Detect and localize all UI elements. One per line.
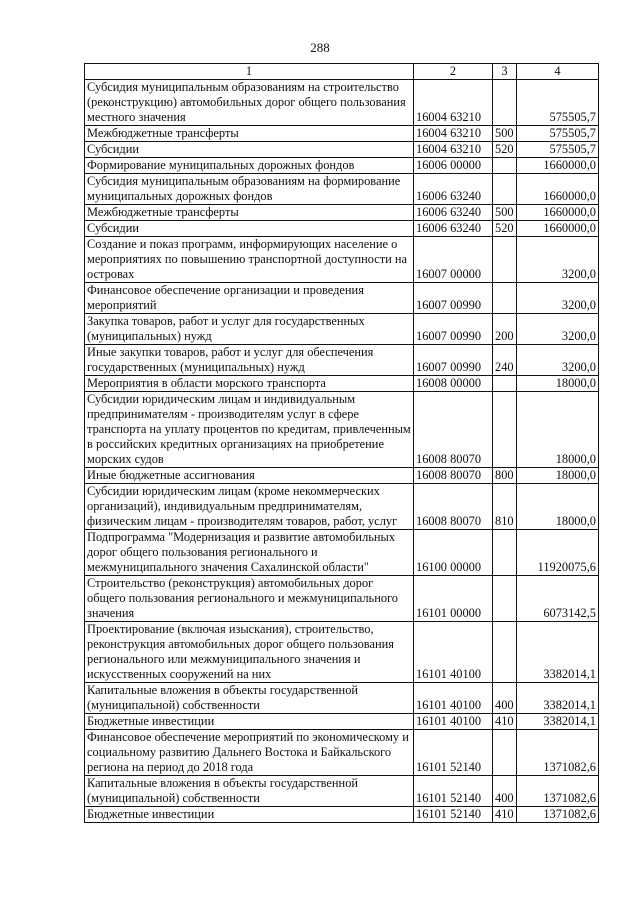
row-amount-cell: 1660000,0: [517, 221, 599, 237]
row-kind-cell: 500: [493, 126, 517, 142]
row-amount-cell: 1660000,0: [517, 174, 599, 205]
row-name-cell: Финансовое обеспечение мероприятий по экономическому и социальному развитию Дальнего Востока и Байкальского региона на период до 2018 года: [85, 730, 414, 776]
row-kind-cell: [493, 392, 517, 468]
row-code-cell: 16100 00000: [414, 530, 493, 576]
row-name-cell: Бюджетные инвестиции: [85, 714, 414, 730]
row-name-cell: Межбюджетные трансферты: [85, 205, 414, 221]
row-code-cell: 16006 00000: [414, 158, 493, 174]
row-kind-cell: 800: [493, 468, 517, 484]
row-amount-cell: 3200,0: [517, 237, 599, 283]
budget-table: [84, 63, 599, 823]
table-row: [85, 468, 599, 484]
header-col-kind: 3: [493, 64, 517, 80]
row-code-cell: 16004 63210: [414, 126, 493, 142]
row-amount-cell: 3200,0: [517, 314, 599, 345]
table-row: [85, 730, 599, 776]
table-row: [85, 345, 599, 376]
table-row: [85, 392, 599, 468]
row-code-cell: 16007 00000: [414, 237, 493, 283]
table-row: [85, 126, 599, 142]
row-amount-cell: 575505,7: [517, 80, 599, 126]
header-col-name: 1: [85, 64, 414, 80]
row-name-cell: Субсидии юридическим лицам (кроме некоммерческих организаций), индивидуальным предпринимателям, физическим лицам - производителям товаров, работ, услуг: [85, 484, 414, 530]
table-row: [85, 221, 599, 237]
table-row: [85, 484, 599, 530]
row-code-cell: 16007 00990: [414, 345, 493, 376]
table-row: [85, 622, 599, 683]
row-code-cell: 16006 63240: [414, 221, 493, 237]
row-code-cell: 16008 80070: [414, 484, 493, 530]
row-code-cell: 16008 80070: [414, 468, 493, 484]
table-row: [85, 80, 599, 126]
row-amount-cell: 18000,0: [517, 376, 599, 392]
row-amount-cell: 575505,7: [517, 126, 599, 142]
row-code-cell: 16007 00990: [414, 283, 493, 314]
row-code-cell: 16007 00990: [414, 314, 493, 345]
row-amount-cell: 1371082,6: [517, 807, 599, 823]
header-col-amount: 4: [517, 64, 599, 80]
row-kind-cell: 400: [493, 683, 517, 714]
row-kind-cell: [493, 530, 517, 576]
header-col-code: 2: [414, 64, 493, 80]
row-name-cell: Финансовое обеспечение организации и проведения мероприятий: [85, 283, 414, 314]
row-code-cell: 16006 63240: [414, 174, 493, 205]
row-name-cell: Строительство (реконструкция) автомобильных дорог общего пользования регионального и межмуниципального значения: [85, 576, 414, 622]
row-name-cell: Бюджетные инвестиции: [85, 807, 414, 823]
row-amount-cell: 3200,0: [517, 345, 599, 376]
row-code-cell: 16101 40100: [414, 622, 493, 683]
table-row: [85, 314, 599, 345]
row-code-cell: 16004 63210: [414, 142, 493, 158]
header-row: [85, 64, 599, 80]
row-kind-cell: 520: [493, 221, 517, 237]
row-kind-cell: [493, 730, 517, 776]
row-amount-cell: 18000,0: [517, 468, 599, 484]
row-name-cell: Мероприятия в области морского транспорта: [85, 376, 414, 392]
row-amount-cell: 1660000,0: [517, 158, 599, 174]
table-row: [85, 576, 599, 622]
row-kind-cell: 500: [493, 205, 517, 221]
table-row: [85, 807, 599, 823]
row-kind-cell: 520: [493, 142, 517, 158]
row-kind-cell: 400: [493, 776, 517, 807]
row-amount-cell: 18000,0: [517, 484, 599, 530]
table-row: [85, 714, 599, 730]
row-code-cell: 16008 80070: [414, 392, 493, 468]
row-kind-cell: [493, 622, 517, 683]
row-name-cell: Субсидии: [85, 142, 414, 158]
row-name-cell: Закупка товаров, работ и услуг для государственных (муниципальных) нужд: [85, 314, 414, 345]
table-row: [85, 776, 599, 807]
row-kind-cell: [493, 237, 517, 283]
row-name-cell: Субсидии: [85, 221, 414, 237]
row-name-cell: Иные бюджетные ассигнования: [85, 468, 414, 484]
row-kind-cell: [493, 576, 517, 622]
row-name-cell: Создание и показ программ, информирующих население о мероприятиях по повышению транспортной доступности на островах: [85, 237, 414, 283]
table-row: [85, 237, 599, 283]
row-kind-cell: 240: [493, 345, 517, 376]
row-kind-cell: 410: [493, 807, 517, 823]
row-amount-cell: 18000,0: [517, 392, 599, 468]
row-amount-cell: 11920075,6: [517, 530, 599, 576]
page-number: 288: [310, 40, 330, 55]
row-amount-cell: 1371082,6: [517, 730, 599, 776]
row-code-cell: 16101 40100: [414, 683, 493, 714]
table-row: [85, 158, 599, 174]
table-row: [85, 142, 599, 158]
row-code-cell: 16008 00000: [414, 376, 493, 392]
table-row: [85, 174, 599, 205]
row-kind-cell: [493, 80, 517, 126]
row-amount-cell: 1660000,0: [517, 205, 599, 221]
row-amount-cell: 3382014,1: [517, 714, 599, 730]
row-code-cell: 16101 52140: [414, 807, 493, 823]
row-amount-cell: 575505,7: [517, 142, 599, 158]
table-row: [85, 205, 599, 221]
row-kind-cell: 810: [493, 484, 517, 530]
row-amount-cell: 3382014,1: [517, 622, 599, 683]
row-name-cell: Формирование муниципальных дорожных фондов: [85, 158, 414, 174]
row-code-cell: 16101 52140: [414, 730, 493, 776]
row-kind-cell: [493, 283, 517, 314]
row-kind-cell: 410: [493, 714, 517, 730]
row-name-cell: Капитальные вложения в объекты государственной (муниципальной) собственности: [85, 776, 414, 807]
row-code-cell: 16101 00000: [414, 576, 493, 622]
table-row: [85, 683, 599, 714]
row-name-cell: Проектирование (включая изыскания), строительство, реконструкция автомобильных дорог общего пользования регионального или межмуниципального значения и искусственных сооружений на них: [85, 622, 414, 683]
table-row: [85, 376, 599, 392]
row-code-cell: 16004 63210: [414, 80, 493, 126]
row-name-cell: Субсидия муниципальным образованиям на строительство (реконструкцию) автомобильных дорог общего пользования местного значения: [85, 80, 414, 126]
row-code-cell: 16101 52140: [414, 776, 493, 807]
row-amount-cell: 3200,0: [517, 283, 599, 314]
row-amount-cell: 1371082,6: [517, 776, 599, 807]
row-kind-cell: [493, 174, 517, 205]
table-row: [85, 283, 599, 314]
row-kind-cell: 200: [493, 314, 517, 345]
row-name-cell: Капитальные вложения в объекты государственной (муниципальной) собственности: [85, 683, 414, 714]
row-amount-cell: 3382014,1: [517, 683, 599, 714]
row-name-cell: Межбюджетные трансферты: [85, 126, 414, 142]
row-name-cell: Подпрограмма "Модернизация и развитие автомобильных дорог общего пользования регионального и межмуниципального значения Сахалинской области": [85, 530, 414, 576]
row-name-cell: Субсидия муниципальным образованиям на формирование муниципальных дорожных фондов: [85, 174, 414, 205]
row-code-cell: 16006 63240: [414, 205, 493, 221]
row-name-cell: Субсидии юридическим лицам и индивидуальным предпринимателям - производителям услуг в сфере транспорта на уплату процентов по кредитам, привлеченным в российских кредитных организациях на приобретение морских судов: [85, 392, 414, 468]
row-name-cell: Иные закупки товаров, работ и услуг для обеспечения государственных (муниципальных) нужд: [85, 345, 414, 376]
row-kind-cell: [493, 376, 517, 392]
row-kind-cell: [493, 158, 517, 174]
table-row: [85, 530, 599, 576]
row-amount-cell: 6073142,5: [517, 576, 599, 622]
row-code-cell: 16101 40100: [414, 714, 493, 730]
